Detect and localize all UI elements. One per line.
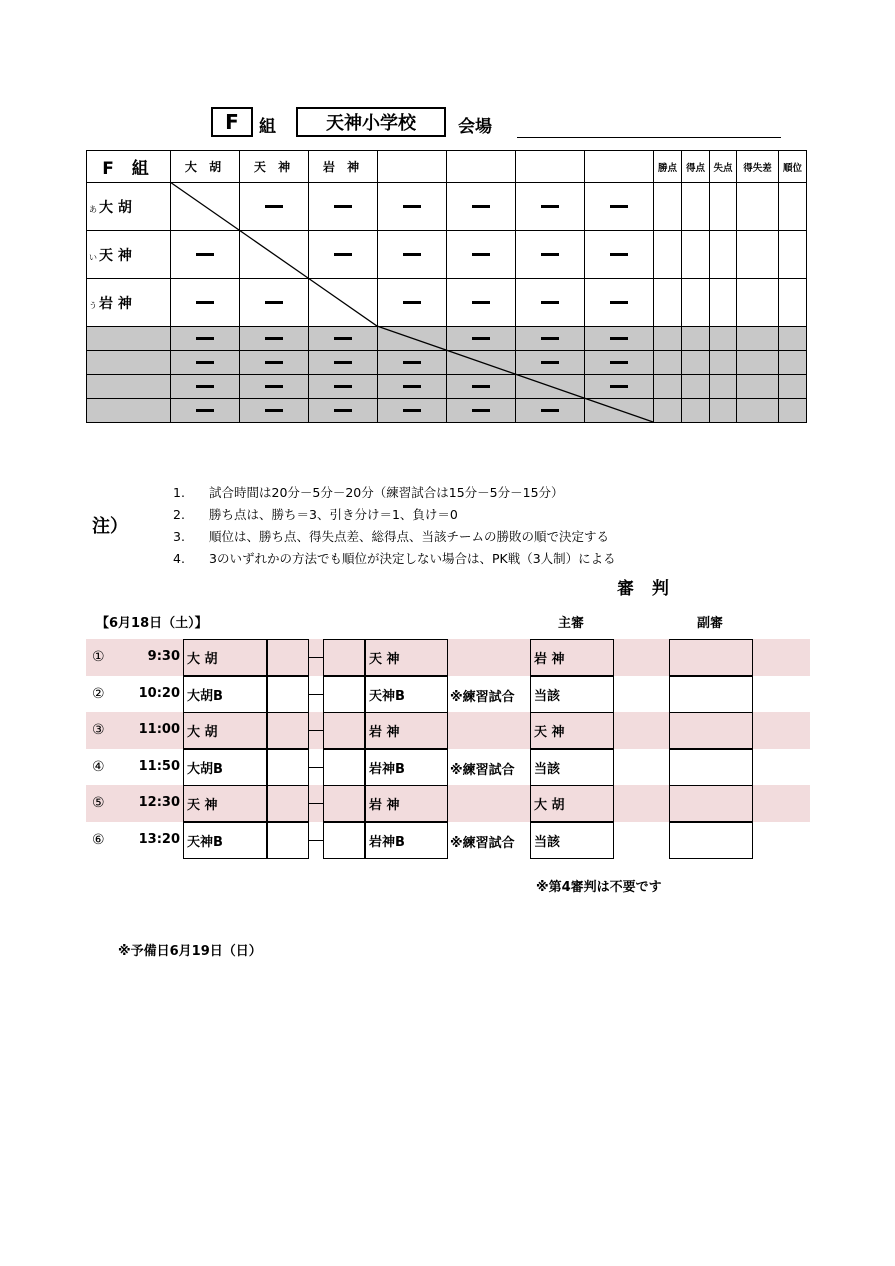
note-item: 2. 勝ち点は、勝ち＝3、引き分け＝1、負け＝0 <box>173 507 458 522</box>
home-team: 大胡B <box>187 762 223 777</box>
match-number: ② <box>92 686 105 702</box>
away-team-cell <box>365 712 448 749</box>
away-score-cell <box>323 822 365 859</box>
main-ref: 当該 <box>534 762 561 777</box>
away-team-cell <box>365 785 448 822</box>
referee-title: 審 判 <box>617 579 675 599</box>
main-ref: 岩 神 <box>534 652 565 667</box>
match-number: ⑤ <box>92 795 105 811</box>
league-corner: F 組 <box>87 151 171 183</box>
main-ref-cell <box>530 712 614 749</box>
sub-ref-header: 副審 <box>697 616 724 631</box>
main-ref-cell <box>530 639 614 676</box>
match-note: ※練習試合 <box>450 763 515 778</box>
score-separator <box>309 694 323 695</box>
col-team-2: 天 神 <box>240 151 309 183</box>
away-score-cell <box>323 785 365 822</box>
match-number: ④ <box>92 759 105 775</box>
home-team-cell <box>183 749 267 786</box>
away-team-cell <box>365 749 448 786</box>
row-kana: い <box>89 252 97 262</box>
home-team: 大 胡 <box>187 652 218 667</box>
sub-ref-cell <box>669 822 753 859</box>
main-ref-header: 主審 <box>558 616 585 631</box>
sub-ref-cell <box>669 749 753 786</box>
home-team-cell <box>183 676 267 713</box>
row-kana: う <box>89 300 97 310</box>
col-team-1: 大 胡 <box>171 151 240 183</box>
match-number: ① <box>92 649 105 665</box>
match-row <box>86 712 810 749</box>
venue-name: 天神小学校 <box>326 113 416 134</box>
match-row <box>86 639 810 676</box>
note-item: 3. 順位は、勝ち点、得失点差、総得点、当該チームの勝敗の順で決定する <box>173 529 610 544</box>
sub-ref-cell <box>669 639 753 676</box>
row-team-name: 大 胡 <box>99 199 132 216</box>
home-score-cell <box>267 822 309 859</box>
col-team-3: 岩 神 <box>309 151 378 183</box>
row-kana: あ <box>89 204 97 214</box>
away-team-cell <box>365 822 448 859</box>
match-time: 11:00 <box>138 722 180 737</box>
sub-ref-cell <box>669 785 753 822</box>
home-team-cell <box>183 822 267 859</box>
away-team-cell <box>365 639 448 676</box>
note-item: 4. 3のいずれかの方法でも順位が決定しない場合は、PK戦（3人制）による <box>173 551 616 566</box>
home-score-cell <box>267 785 309 822</box>
score-separator <box>309 657 323 658</box>
away-team: 岩 神 <box>369 798 400 813</box>
main-ref: 天 神 <box>534 725 565 740</box>
match-note: ※練習試合 <box>450 690 515 705</box>
score-separator <box>309 840 323 841</box>
main-ref: 当該 <box>534 689 561 704</box>
score-separator <box>309 767 323 768</box>
away-team: 岩神B <box>369 835 405 850</box>
away-score-cell <box>323 639 365 676</box>
home-team-cell <box>183 712 267 749</box>
home-team: 天 神 <box>187 798 218 813</box>
sub-ref-cell <box>669 676 753 713</box>
match-row <box>86 676 810 713</box>
away-team: 岩神B <box>369 762 405 777</box>
away-score-cell <box>323 712 365 749</box>
away-score-cell <box>323 749 365 786</box>
match-time: 9:30 <box>147 649 180 664</box>
score-separator <box>309 730 323 731</box>
reserve-day-note: ※予備日6月19日（日） <box>118 944 262 959</box>
main-ref: 当該 <box>534 835 561 850</box>
notes-label: 注） <box>92 516 128 537</box>
row-team-name: 岩 神 <box>99 295 132 312</box>
stat-header-points: 勝点 <box>654 151 682 183</box>
stat-header-rank: 順位 <box>779 151 807 183</box>
match-time: 11:50 <box>138 759 180 774</box>
match-row <box>86 785 810 822</box>
stat-header-goals-for: 得点 <box>682 151 710 183</box>
away-team: 天神B <box>369 689 405 704</box>
home-score-cell <box>267 639 309 676</box>
away-team: 岩 神 <box>369 725 400 740</box>
home-team: 大 胡 <box>187 725 218 740</box>
match-number: ⑥ <box>92 832 105 848</box>
match-number: ③ <box>92 722 105 738</box>
home-score-cell <box>267 749 309 786</box>
fourth-ref-note: ※第4審判は不要です <box>536 880 662 895</box>
home-team: 天神B <box>187 835 223 850</box>
away-score-cell <box>323 676 365 713</box>
score-separator <box>309 803 323 804</box>
home-score-cell <box>267 712 309 749</box>
match-note: ※練習試合 <box>450 836 515 851</box>
note-item: 1. 試合時間は20分－5分－20分（練習試合は15分－5分－15分） <box>173 485 564 500</box>
main-ref-cell <box>530 676 614 713</box>
match-row <box>86 822 810 859</box>
match-row <box>86 749 810 786</box>
home-team-cell <box>183 639 267 676</box>
match-time: 13:20 <box>138 832 180 847</box>
main-ref-cell <box>530 785 614 822</box>
sub-ref-cell <box>669 712 753 749</box>
group-letter: F <box>225 110 239 134</box>
group-suffix: 組 <box>259 117 276 137</box>
stat-header-goals-against: 失点 <box>710 151 737 183</box>
row-team-name: 天 神 <box>99 247 132 264</box>
main-ref: 大 胡 <box>534 798 565 813</box>
away-team: 天 神 <box>369 652 400 667</box>
main-ref-cell <box>530 822 614 859</box>
main-ref-cell <box>530 749 614 786</box>
match-time: 10:20 <box>138 686 180 701</box>
stat-header-goal-diff: 得失差 <box>737 151 779 183</box>
home-score-cell <box>267 676 309 713</box>
home-team: 大胡B <box>187 689 223 704</box>
away-team-cell <box>365 676 448 713</box>
match-time: 12:30 <box>138 795 180 810</box>
venue-suffix: 会場 <box>458 117 492 137</box>
notes-list <box>173 482 616 570</box>
home-team-cell <box>183 785 267 822</box>
schedule-date: 【6月18日（土）】 <box>96 616 208 631</box>
